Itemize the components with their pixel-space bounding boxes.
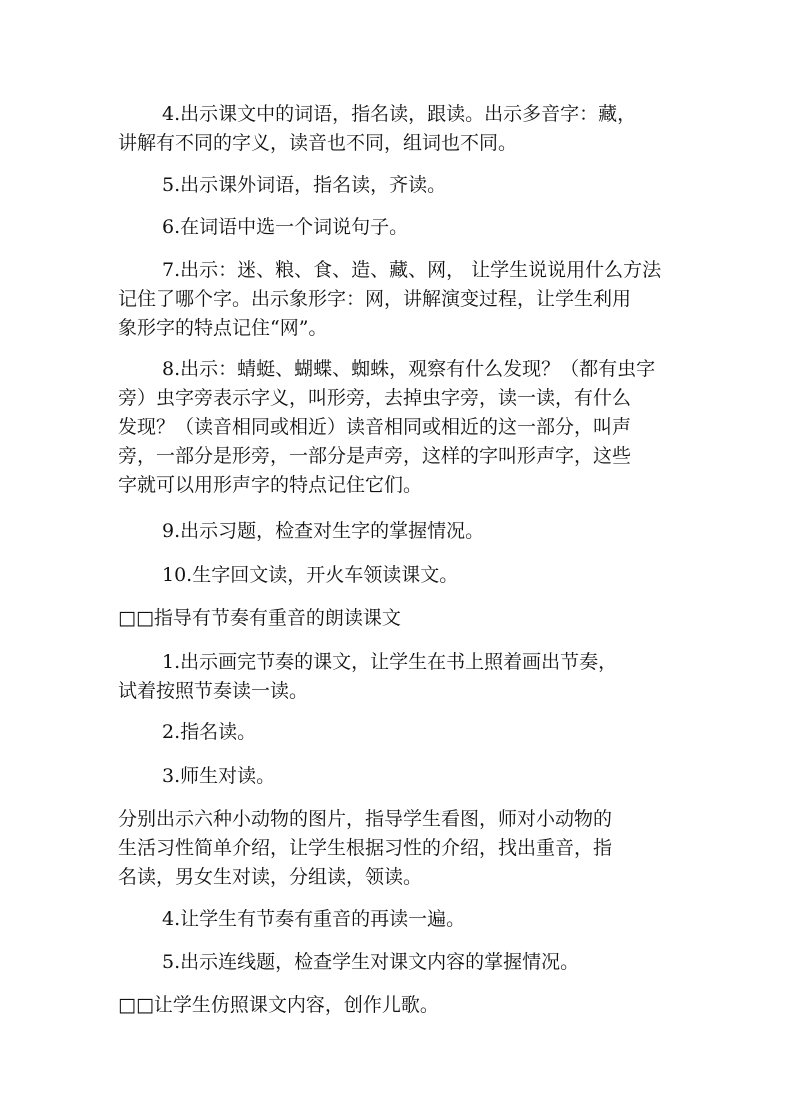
text-line: 生活习性简单介绍，让学生根据习性的介绍，找出重音，指 [118,837,613,859]
text-line: 名读，男女生对读，分组读，领读。 [118,866,423,888]
paragraph-8-phonetic-compound [118,355,722,500]
text-line: 6.在词语中选一个词说句子。 [162,216,409,238]
paragraph-6-sentence [118,213,722,242]
text-line: 发现？（读音相同或相近）读音相同或相近的这一部分，叫声 [118,416,632,438]
text-line: 7.出示：迷、粮、食、造、藏、网， 让学生说说用什么方法 [162,259,662,281]
paragraph-9-exercise [118,517,722,546]
paragraph-1-rhythm-marking [118,648,722,706]
text-line: 9.出示习题，检查对生字的掌握情况。 [162,520,485,542]
text-line: 1.出示画完节奏的课文，让学生在书上照着画出节奏， [162,651,618,673]
paragraph-10-train-reading [118,561,722,590]
text-line: 5.出示课外词语，指名读，齐读。 [162,174,447,196]
text-line: 象形字的特点记住“网”。 [118,317,328,339]
text-line: □□让学生仿照课文内容，创作儿歌。 [118,994,439,1016]
text-line: 3.师生对读。 [162,765,276,787]
section-heading-rhythm-reading [118,604,678,633]
section-heading-write-song [118,991,678,1020]
text-line: 2.指名读。 [162,721,257,743]
text-line: 10.生字回文读，开火车领读课文。 [162,564,459,586]
paragraph-5-matching [118,948,722,977]
paragraph-3-teacher-student [118,762,722,791]
text-line: 记住了哪个字。出示象形字：网，讲解演变过程，让学生利用 [118,288,632,310]
paragraph-7-pictograph [118,256,722,343]
text-line: 讲解有不同的字义，读音也不同，组词也不同。 [118,132,518,154]
text-line: 字就可以用形声字的特点记住它们。 [118,474,423,496]
text-line: 5.出示连线题，检查学生对课文内容的掌握情况。 [162,951,580,973]
text-line: 4.出示课文中的词语，指名读，跟读。出示多音字：藏， [162,103,637,125]
text-line: 4.让学生有节奏有重音的再读一遍。 [162,908,466,930]
text-line: 旁）虫字旁表示字义，叫形旁，去掉虫字旁，读一读，有什么 [118,387,632,409]
text-line: 试着按照节奏读一读。 [118,680,309,702]
paragraph-4-reread [118,905,722,934]
paragraph-5-extra-words [118,171,722,200]
paragraph-4-word-reading [118,100,722,158]
text-line: 8.出示：蜻蜓、蝴蝶、蜘蛛，观察有什么发现？（都有虫字 [162,358,656,380]
text-line: 旁，一部分是形旁，一部分是声旁，这样的字叫形声字，这些 [118,445,632,467]
text-line: □□指导有节奏有重音的朗读课文 [118,607,401,629]
paragraph-2-named-reading [118,718,722,747]
paragraph-animal-pictures [118,805,678,892]
text-line: 分别出示六种小动物的图片，指导学生看图，师对小动物的 [118,808,613,830]
